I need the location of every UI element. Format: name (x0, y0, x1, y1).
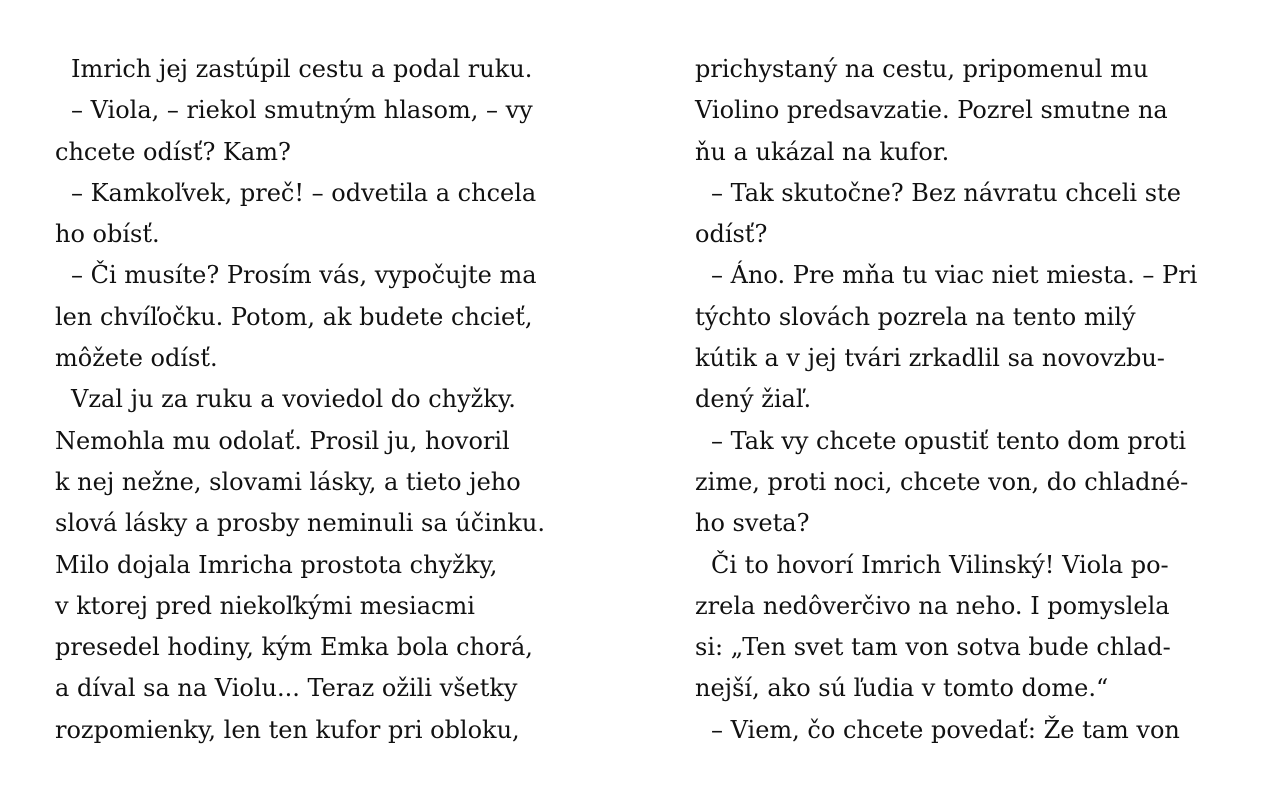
text-line: prichystaný na cestu, pripomenul mu (695, 55, 1149, 83)
text-line: chcete odísť? Kam? (55, 137, 291, 166)
text-line: si: „Ten svet tam von sotva bude chlad- (695, 633, 1171, 662)
left-text-column (55, 49, 615, 751)
text-line: Milo dojala Imricha prostota chyžky, (55, 550, 498, 579)
text-line: – Či musíte? Prosím vás, vypočujte ma (71, 261, 537, 290)
text-line: k nej nežne, slovami lásky, a tieto jeho (55, 467, 521, 496)
text-line: v ktorej pred niekoľkými mesiacmi (55, 591, 475, 620)
text-line: – Áno. Pre mňa tu viac niet miesta. – Pri (711, 261, 1198, 290)
text-line: ho obísť. (55, 220, 160, 249)
text-line: Imrich jej zastúpil cestu a podal ruku. (71, 55, 533, 83)
text-line: zrela nedôverčivo na neho. I pomyslela (695, 591, 1170, 620)
text-line: môžete odísť. (55, 344, 218, 373)
text-line: slová lásky a prosby neminuli sa účinku. (55, 509, 545, 538)
text-line: týchto slovách pozrela na tento milý (695, 302, 1136, 331)
text-line: ňu a ukázal na kufor. (695, 137, 950, 166)
text-line: zime, proti noci, chcete von, do chladné- (695, 467, 1189, 496)
text-line: – Viola, – riekol smutným hlasom, – vy (71, 96, 533, 125)
text-line: rozpomienky, len ten kufor pri obloku, (55, 715, 520, 744)
text-line: odísť? (695, 220, 768, 249)
text-line: Nemohla mu odolať. Prosil ju, hovoril (55, 426, 510, 455)
text-line: kútik a v jej tvári zrkadlil sa novovzbu- (695, 344, 1165, 373)
text-line: – Kamkoľvek, preč! – odvetila a chcela (71, 178, 537, 207)
text-line: – Tak skutočne? Bez návratu chceli ste (711, 178, 1181, 207)
right-text-column (695, 49, 1255, 751)
text-line: presedel hodiny, kým Emka bola chorá, (55, 633, 533, 662)
text-line: Či to hovorí Imrich Vilinský! Viola po- (711, 550, 1169, 579)
text-line: ho sveta? (695, 509, 810, 538)
text-line: – Viem, čo chcete povedať: Že tam von (711, 715, 1180, 744)
text-line: – Tak vy chcete opustiť tento dom proti (711, 426, 1187, 455)
text-line: dený žiaľ. (695, 385, 812, 414)
text-line: Violino predsavzatie. Pozrel smutne na (695, 96, 1168, 125)
text-line: nejší, ako sú ľudia v tomto dome.“ (695, 674, 1109, 703)
text-line: a díval sa na Violu... Teraz ožili všetky (55, 674, 518, 703)
text-line: Vzal ju za ruku a voviedol do chyžky. (71, 385, 516, 414)
text-line: len chvíľočku. Potom, ak budete chcieť, (55, 302, 533, 331)
